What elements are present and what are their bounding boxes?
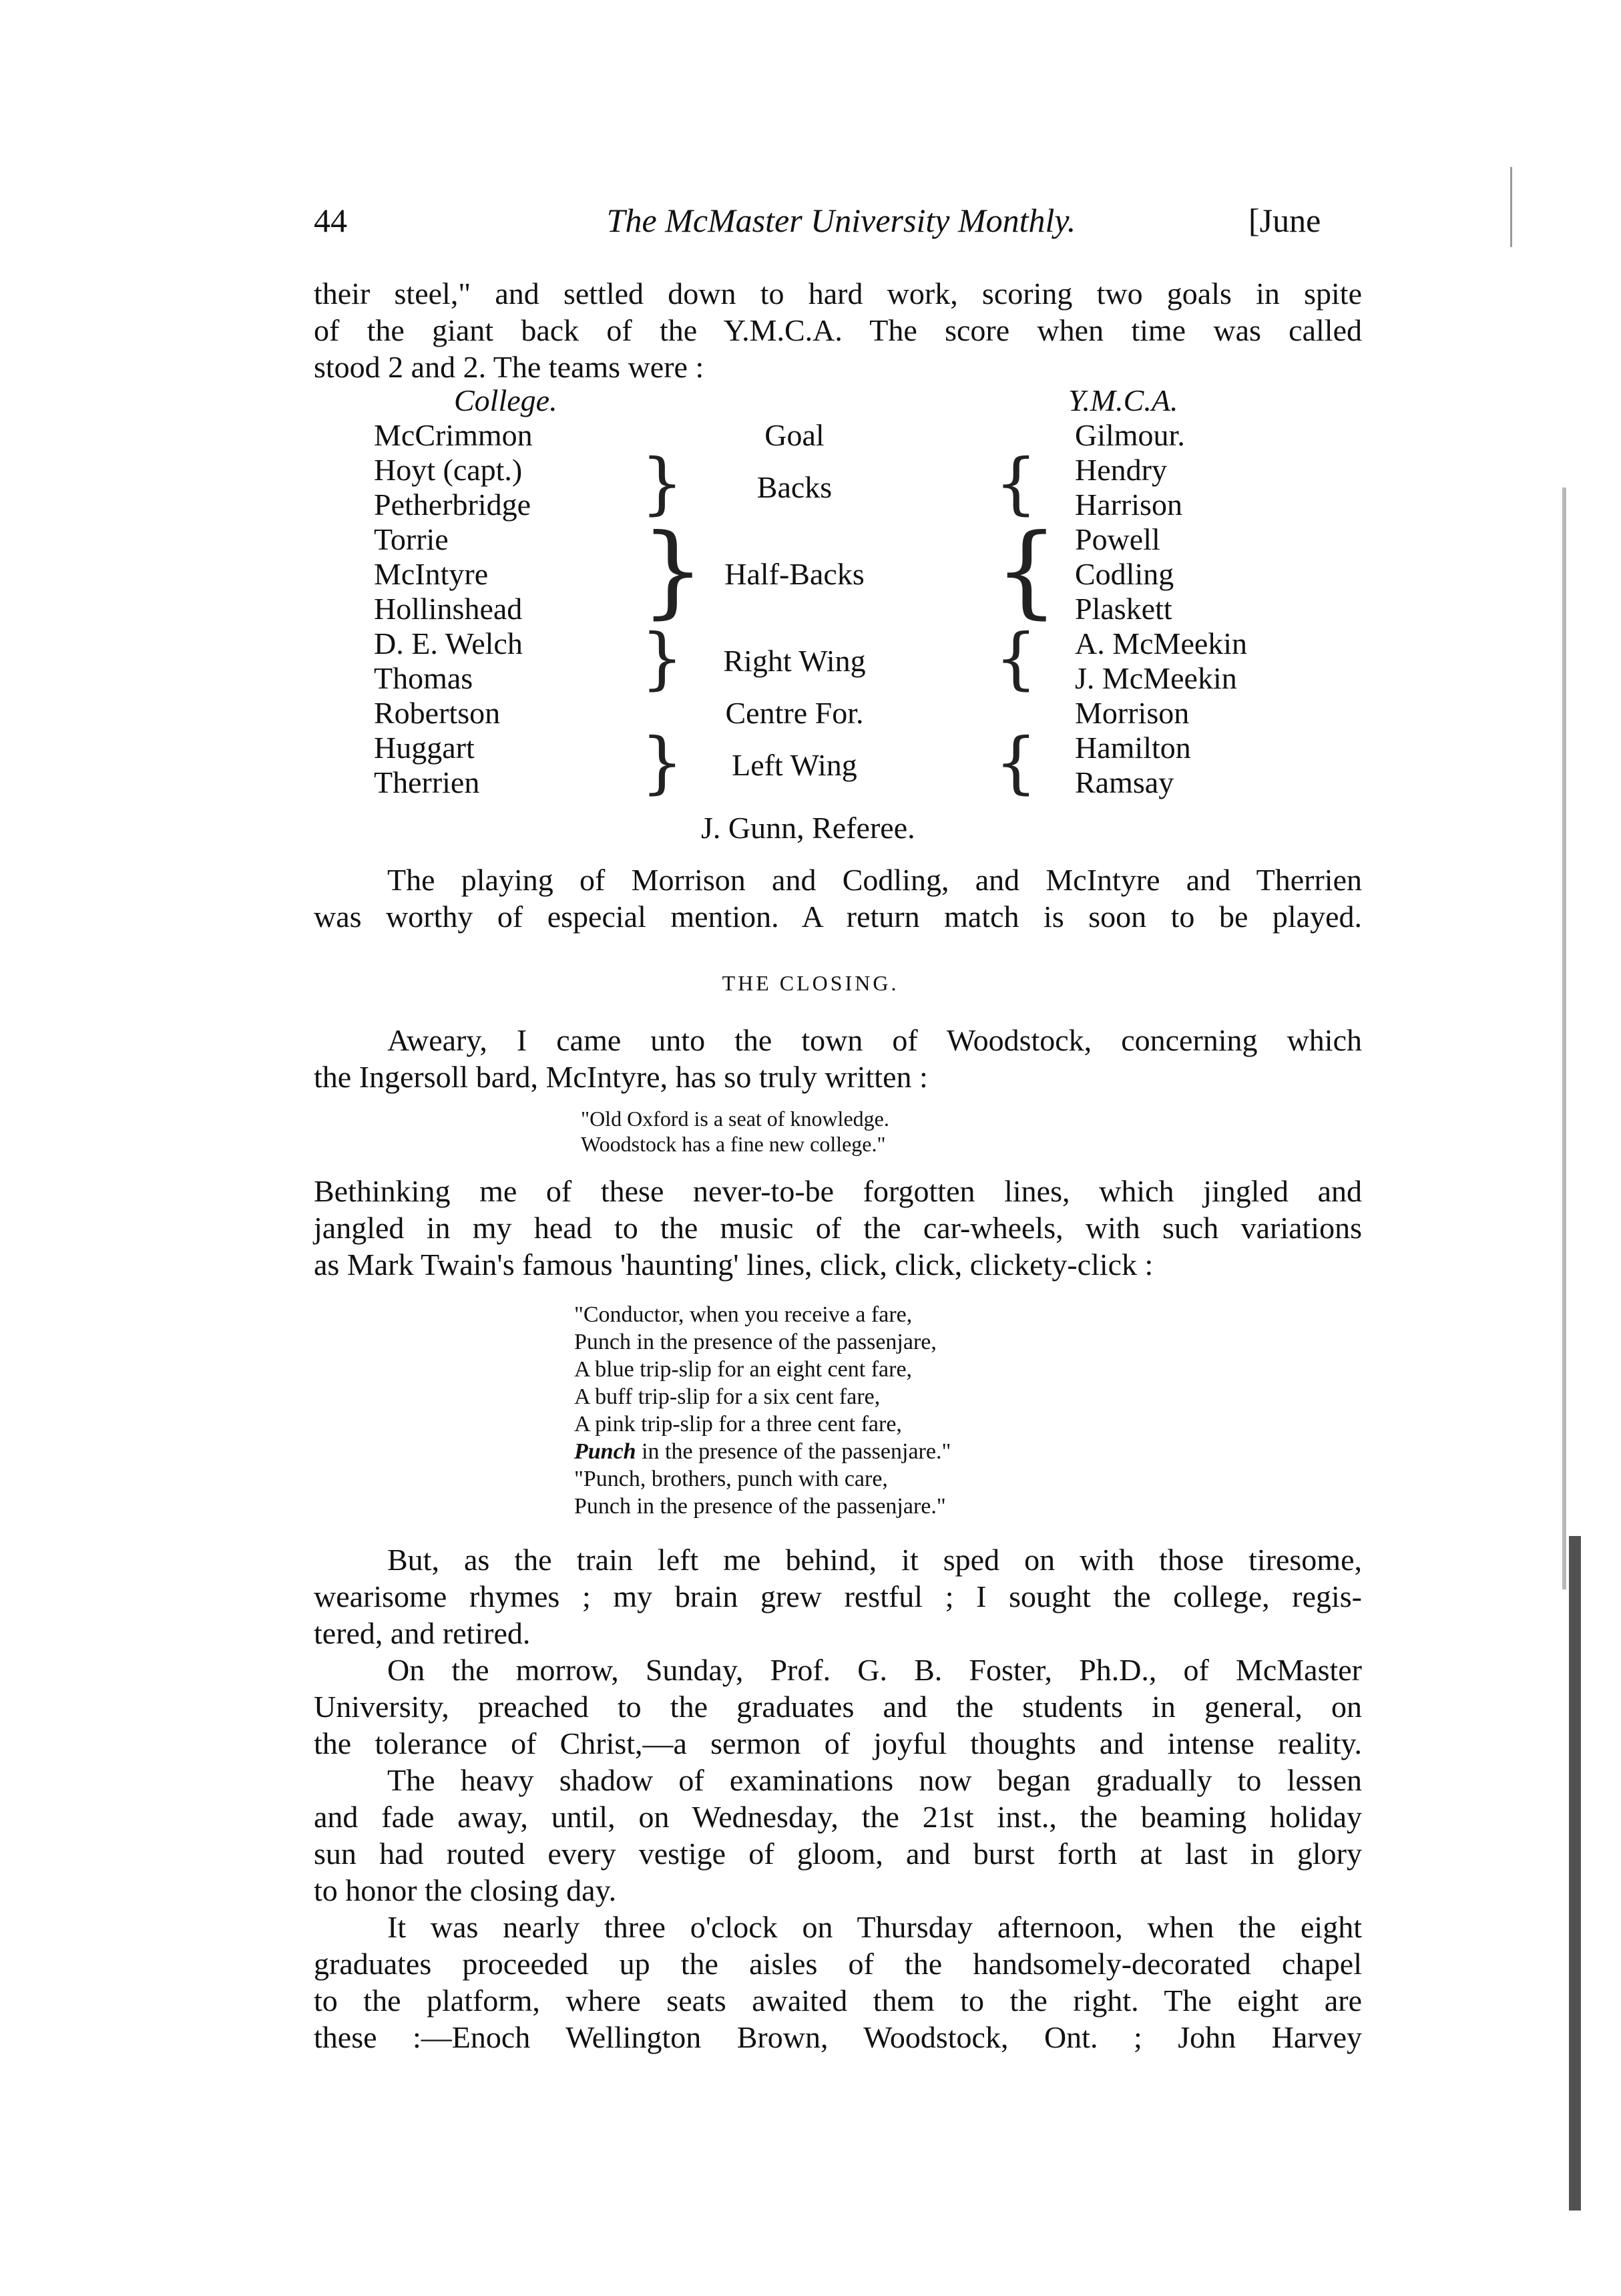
ymca-player: A. McMeekin	[1075, 626, 1248, 660]
ymca-player: Gilmour.	[1075, 418, 1185, 452]
scan-edge-mark	[1562, 488, 1566, 1589]
body-paragraph-3	[314, 1762, 1362, 1909]
match-remarks-paragraph	[314, 862, 1362, 935]
month-label: [June	[1248, 202, 1321, 239]
position-label: Half-Backs	[724, 557, 865, 591]
body-paragraph-2	[314, 1652, 1362, 1762]
position-label: Left Wing	[732, 748, 857, 782]
text-line: of the giant back of the Y.M.C.A. The score when time was called	[314, 313, 1362, 347]
text-line: It was nearly three o'clock on Thursday afternoon, when the eight	[387, 1910, 1362, 1944]
verse-line: A blue trip-slip for an eight cent fare,	[574, 1357, 913, 1382]
text-line: sun had routed every vestige of gloom, and burst forth at last in glory	[314, 1837, 1362, 1871]
position-label: Goal	[764, 418, 825, 452]
team-lineup-table	[314, 383, 1362, 864]
ymca-player: Plaskett	[1075, 592, 1172, 626]
section-heading: THE CLOSING.	[722, 971, 899, 995]
text-line: On the morrow, Sunday, Prof. G. B. Foster, Ph.D., of McMaster	[387, 1653, 1362, 1687]
closing-paragraph-1	[314, 1022, 1362, 1095]
left-brace-icon: }	[641, 619, 684, 697]
college-player: D. E. Welch	[374, 626, 523, 660]
verse-line: A buff trip-slip for a six cent fare,	[574, 1384, 881, 1409]
text-line: graduates proceeded up the aisles of the handsomely-decorated chapel	[314, 1947, 1362, 1981]
scan-edge-mark	[1510, 167, 1512, 247]
position-label: Centre For.	[725, 696, 864, 730]
text-line: University, preached to the graduates and the students in general, on	[314, 1690, 1362, 1724]
text-line: was worthy of especial mention. A return match is soon to be played.	[314, 900, 1362, 934]
verse-line: "Conductor, when you receive a fare,	[574, 1302, 913, 1327]
journal-title: The McMaster University Monthly.	[606, 202, 1076, 239]
body-paragraph-4	[314, 1909, 1362, 2056]
ymca-player: Hamilton	[1075, 731, 1191, 765]
twain-verse-quote	[574, 1301, 951, 1520]
text-line: as Mark Twain's famous 'haunting' lines, click, click, clickety-click :	[314, 1248, 1154, 1282]
verse-line: "Old Oxford is a seat of knowledge.	[581, 1107, 889, 1131]
text-line: wearisome rhymes ; my brain grew restful ; I sought the college, regis-	[314, 1579, 1362, 1613]
ymca-player: Harrison	[1075, 488, 1182, 522]
ymca-column-heading: Y.M.C.A.	[1068, 383, 1178, 417]
college-player: Hoyt (capt.)	[374, 453, 523, 487]
college-player: Hollinshead	[374, 592, 523, 626]
verse-line: Punch in the presence of the passenjare."	[574, 1494, 946, 1519]
verse-line: Woodstock has a fine new college."	[581, 1132, 886, 1156]
ymca-player: Powell	[1075, 522, 1160, 556]
college-player: Huggart	[374, 731, 475, 765]
ymca-player: J. McMeekin	[1075, 661, 1237, 695]
scan-edge-mark	[1569, 1536, 1581, 2211]
right-brace-icon: {	[995, 513, 1059, 629]
verse-line: "Punch, brothers, punch with care,	[574, 1467, 888, 1491]
italic-word: Punch	[574, 1439, 636, 1464]
ymca-player: Morrison	[1075, 696, 1190, 730]
text-line: Bethinking me of these never-to-be forgotten lines, which jingled and	[314, 1174, 1362, 1208]
right-brace-icon: {	[995, 723, 1037, 801]
right-brace-icon: {	[995, 619, 1037, 697]
position-label: Right Wing	[723, 644, 866, 678]
text-line: and fade away, until, on Wednesday, the 21st inst., the beaming holiday	[314, 1800, 1362, 1834]
text-line: to the platform, where seats awaited them to the right. The eight are	[314, 1983, 1362, 2018]
position-label: Backs	[756, 470, 833, 504]
body-paragraph-1	[314, 1541, 1362, 1652]
college-player: Thomas	[374, 661, 473, 695]
ymca-player: Ramsay	[1075, 765, 1174, 799]
left-brace-icon: }	[641, 723, 684, 801]
left-brace-icon: }	[641, 444, 684, 522]
verse-line	[574, 1438, 951, 1465]
couplet-quote	[581, 1106, 889, 1157]
college-column-heading: College.	[454, 383, 557, 417]
text-line: the tolerance of Christ,—a sermon of joyful thoughts and intense reality.	[314, 1726, 1362, 1760]
text-line: these :—Enoch Wellington Brown, Woodstock, Ont. ; John Harvey	[314, 2020, 1362, 2054]
verse-line-rest: in the presence of the passenjare."	[642, 1439, 951, 1464]
college-player: Torrie	[374, 522, 449, 556]
right-brace-icon: {	[995, 444, 1037, 522]
ymca-player: Hendry	[1075, 453, 1167, 487]
closing-paragraph-2	[314, 1173, 1362, 1283]
college-player: Therrien	[374, 765, 480, 799]
intro-paragraph	[314, 275, 1362, 385]
verse-line: Punch in the presence of the passenjare,	[574, 1330, 937, 1354]
college-player: Petherbridge	[374, 488, 531, 522]
page-number: 44	[314, 202, 347, 239]
text-line: the Ingersoll bard, McIntyre, has so truly written :	[314, 1060, 928, 1094]
text-line: to honor the closing day.	[314, 1873, 617, 1907]
text-line: stood 2 and 2. The teams were :	[314, 350, 704, 384]
text-line: their steel," and settled down to hard work, scoring two goals in spite	[314, 276, 1362, 311]
text-line: jangled in my head to the music of the car-wheels, with such variations	[314, 1211, 1362, 1245]
referee-line: J. Gunn, Referee.	[701, 811, 915, 845]
ymca-player: Codling	[1075, 557, 1174, 591]
text-line: But, as the train left me behind, it sped on with those tiresome,	[387, 1543, 1362, 1577]
text-line: tered, and retired.	[314, 1616, 531, 1650]
verse-line: A pink trip-slip for a three cent fare,	[574, 1412, 902, 1437]
text-line: Aweary, I came unto the town of Woodstock, concerning which	[387, 1023, 1362, 1057]
college-player: McCrimmon	[374, 418, 533, 452]
text-line: The playing of Morrison and Codling, and McIntyre and Therrien	[387, 863, 1362, 897]
college-player: McIntyre	[374, 557, 489, 591]
left-brace-icon: }	[641, 513, 705, 629]
college-player: Robertson	[374, 696, 501, 730]
text-line: The heavy shadow of examinations now began gradually to lessen	[387, 1763, 1362, 1797]
